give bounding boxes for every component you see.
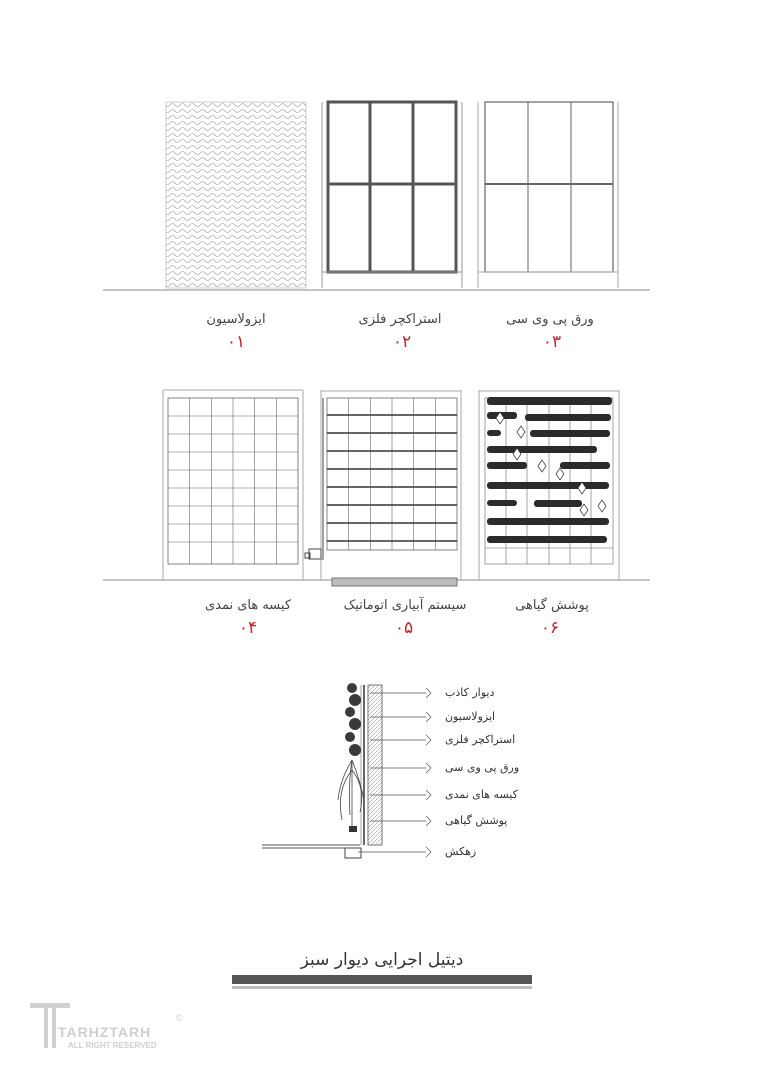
brand-logo bbox=[30, 1003, 190, 1053]
callout-insulation: ایزولاسیون bbox=[445, 710, 496, 723]
panel-irrigation-drawing bbox=[305, 390, 461, 586]
panel-number-05: ۰۵ bbox=[394, 618, 414, 638]
panel-label-irrigation: سیستم آبیاری اتوماتیک bbox=[343, 598, 467, 613]
panel-number-03: ۰۳ bbox=[542, 332, 562, 352]
panel-label-pvc-sheet: ورق پی وی سی bbox=[506, 312, 594, 327]
panel-steel-frame-drawing bbox=[322, 102, 462, 288]
logo-mark-icon bbox=[30, 1003, 190, 1053]
section-detail-drawing bbox=[250, 675, 450, 865]
panel-number-01: ۰۱ bbox=[226, 332, 246, 352]
panel-number-02: ۰۲ bbox=[392, 332, 412, 352]
panel-label-insulation: ایزولاسیون bbox=[206, 312, 266, 327]
callout-drainage: زهکش bbox=[445, 845, 477, 858]
panel-label-steel-frame: استراکچر فلزی bbox=[358, 312, 442, 327]
panel-number-04: ۰۴ bbox=[238, 618, 258, 638]
callout-vegetation: پوشش گیاهی bbox=[445, 814, 508, 827]
callout-felt-pockets: کیسه های نمدی bbox=[445, 788, 518, 801]
panel-insulation-drawing bbox=[166, 102, 306, 288]
callout-pvc-sheet: ورق پی وی سی bbox=[445, 761, 520, 774]
logo-brand-text: TARHZTARH bbox=[58, 1024, 152, 1040]
title-underline bbox=[232, 975, 532, 991]
row1-panels bbox=[0, 95, 764, 300]
callout-steel-frame: استراکچر فلزی bbox=[445, 733, 516, 746]
row2-panels bbox=[0, 385, 764, 590]
panel-label-felt-pockets: کیسه های نمدی bbox=[204, 598, 292, 613]
panel-pvc-sheet-drawing bbox=[478, 102, 618, 288]
panel-vegetation-drawing bbox=[479, 390, 619, 580]
panel-label-vegetation: پوشش گیاهی bbox=[515, 598, 589, 613]
logo-tagline-text: ALL RIGHT RESERVED bbox=[68, 1041, 157, 1050]
drawing-title: دیتیل اجرایی دیوار سبز bbox=[300, 950, 464, 970]
panel-felt-pockets-drawing bbox=[163, 390, 303, 580]
logo-copyright-mark: © bbox=[176, 1013, 183, 1023]
callout-false-wall: دیوار کاذب bbox=[445, 686, 495, 699]
panel-number-06: ۰۶ bbox=[540, 618, 560, 638]
